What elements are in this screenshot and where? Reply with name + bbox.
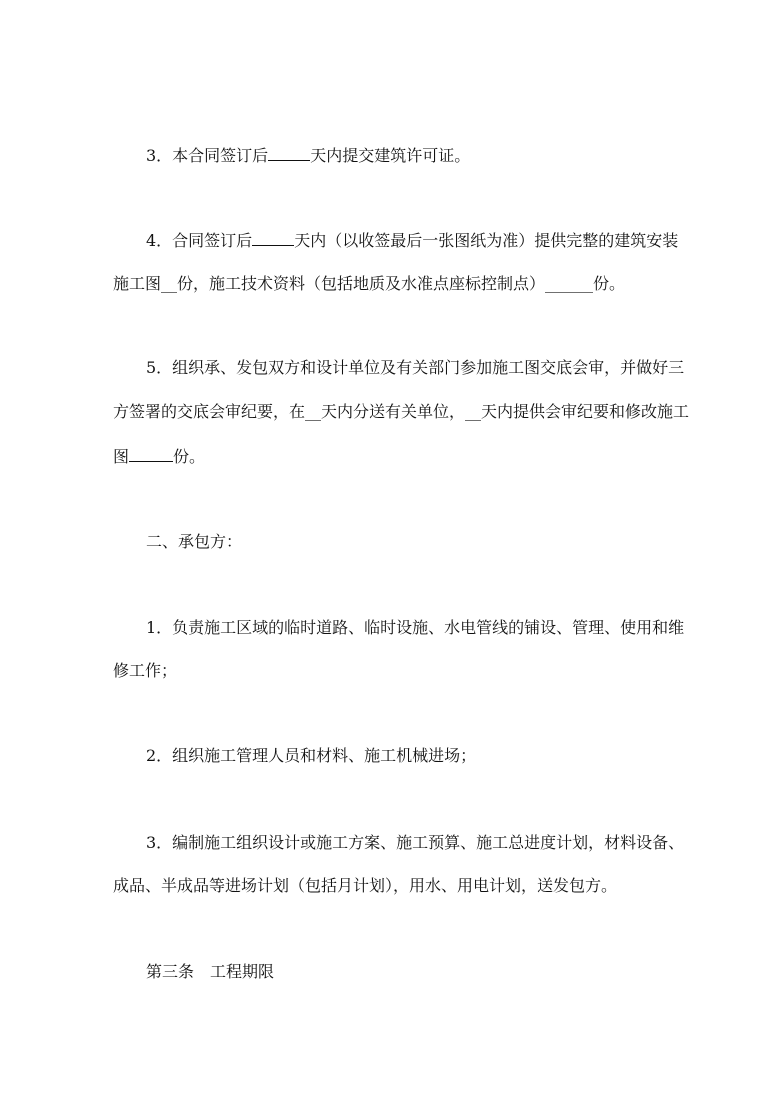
section-heading-contractor: 二、承包方： [146,532,243,551]
paragraph-5-line-3 [113,446,205,467]
blank-line [129,446,173,462]
paragraph-4-line-1 [146,230,678,251]
paragraph-5-text-b: 份。 [173,447,206,466]
contractor-item-1-line-1: 1．负责施工区域的临时道路、临时设施、水电管线的铺设、管理、使用和维 [146,618,685,637]
article-3-heading: 第三条 工程期限 [146,962,275,981]
contractor-item-2: 2．组织施工管理人员和材料、施工机械进场； [146,746,477,765]
blank-line [252,230,294,246]
paragraph-4-line-2: 施工图__份，施工技术资料（包括地质及水准点座标控制点）______份。 [113,274,626,293]
paragraph-3-text-b: 天内提交建筑许可证。 [310,146,471,165]
paragraph-5-line-1: 5．组织承、发包双方和设计单位及有关部门参加施工图交底会审，并做好三 [146,358,685,377]
blank-line [268,145,310,161]
contractor-item-3-line-1: 3．编制施工组织设计或施工方案、施工预算、施工总进度计划，材料设备、 [146,833,685,852]
paragraph-3-text-a: 3．本合同签订后 [146,146,269,165]
contractor-item-3-line-2: 成品、半成品等进场计划（包括月计划），用水、用电计划，送发包方。 [113,876,618,895]
paragraph-4-text-b: 天内（以收签最后一张图纸为准）提供完整的建筑安装 [294,231,679,250]
paragraph-4-text-a: 4．合同签订后 [146,231,253,250]
contractor-item-1-line-2: 修工作； [113,661,178,680]
paragraph-5-text-a: 图 [113,447,130,466]
paragraph-3 [146,145,470,166]
paragraph-5-line-2: 方签署的交底会审纪要，在__天内分送有关单位，__天内提供会审纪要和修改施工 [113,402,690,421]
